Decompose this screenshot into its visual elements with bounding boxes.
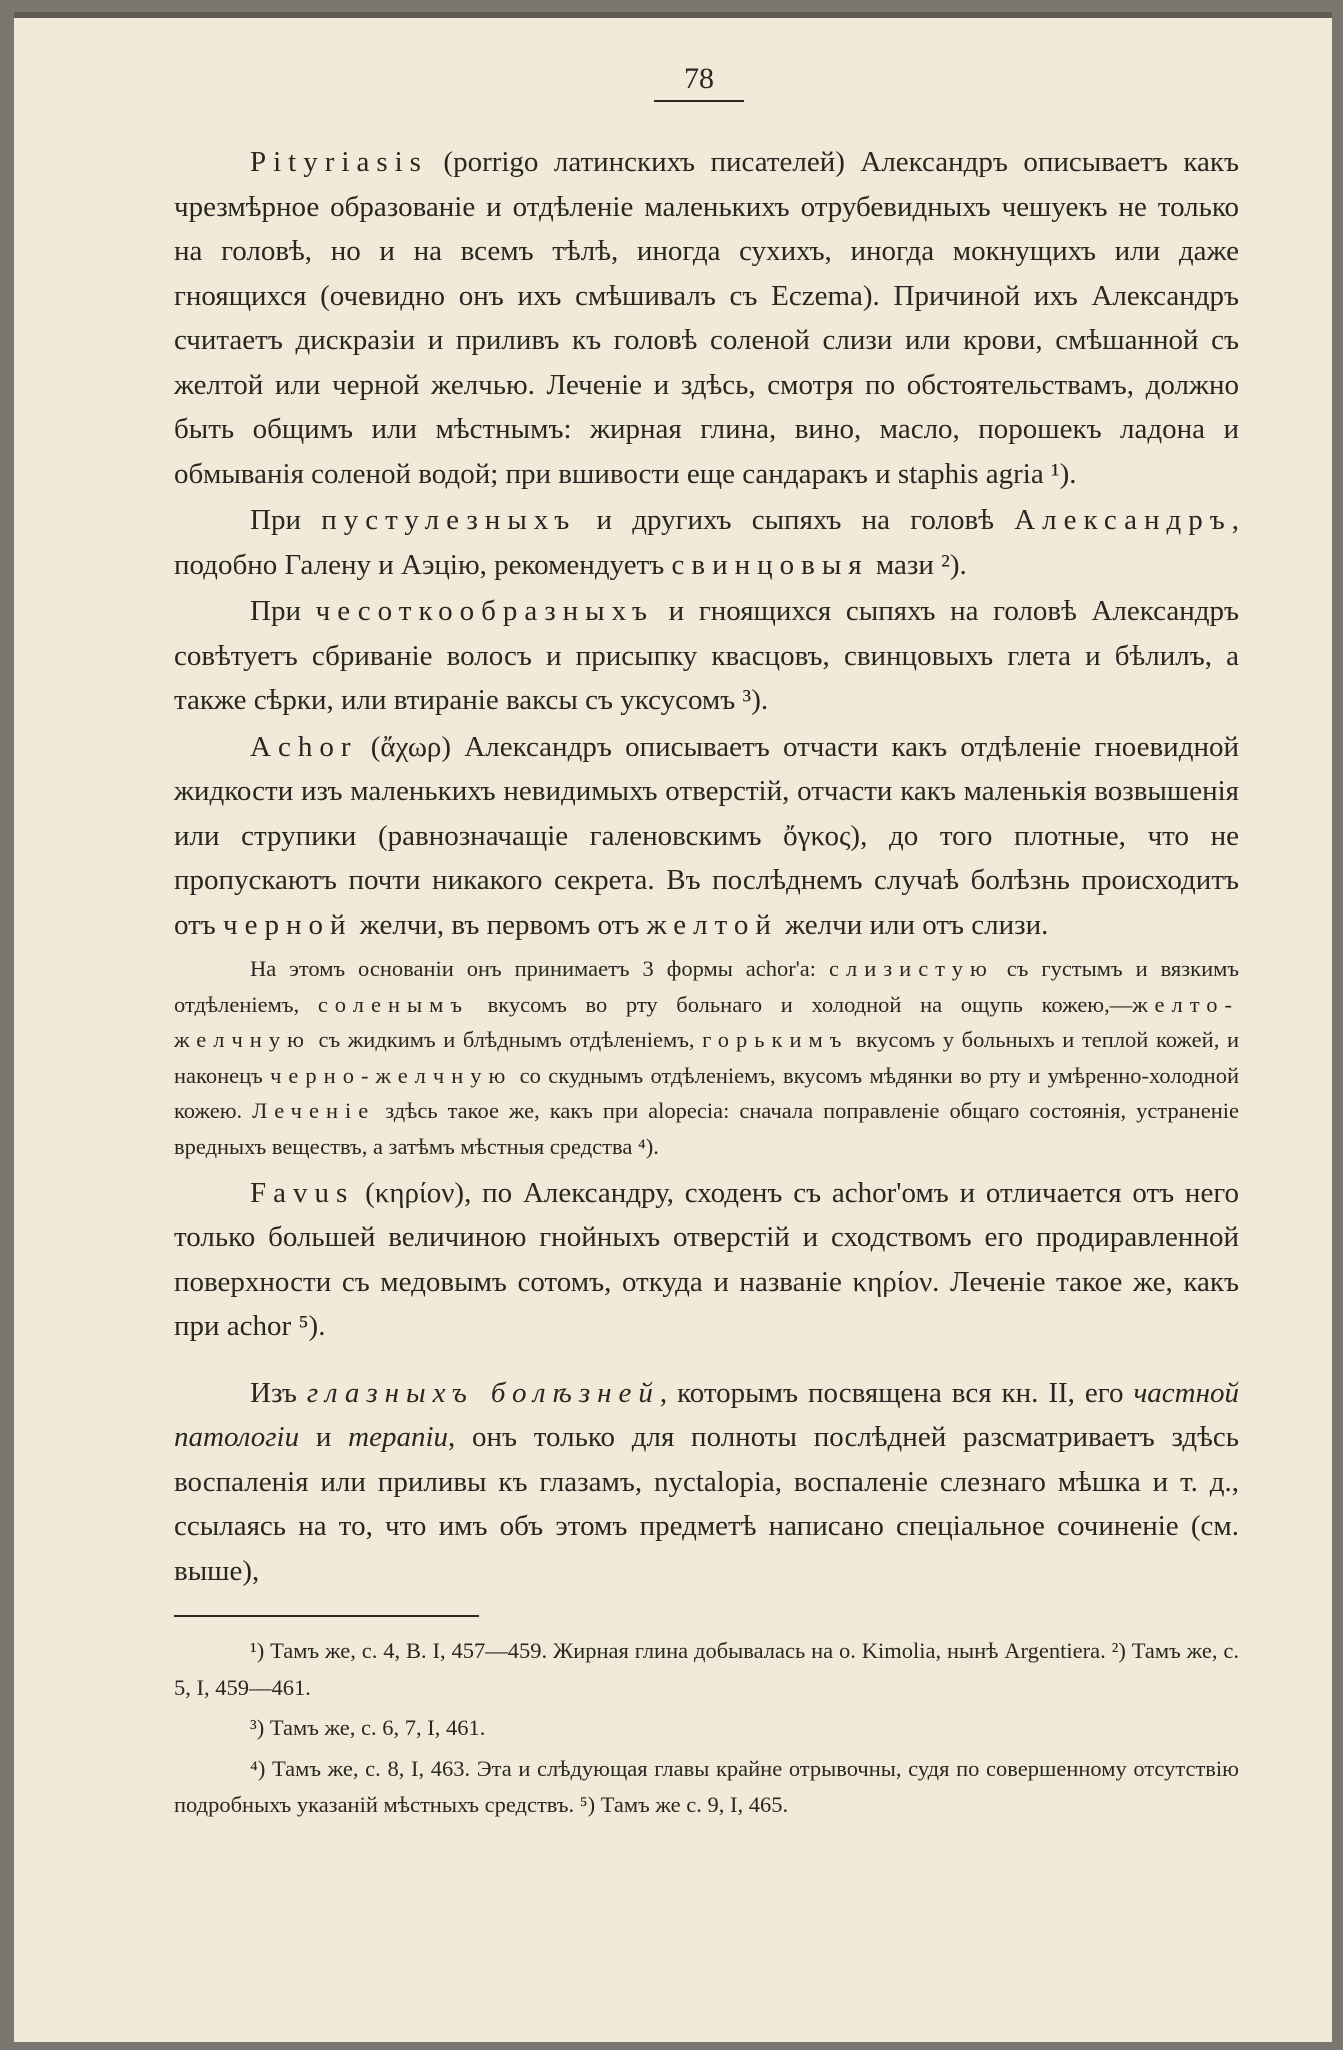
emphasized-term: частной патологіи — [174, 1376, 1239, 1454]
emphasized-term: Achor — [250, 730, 358, 763]
emphasized-term: желто-желчную — [174, 991, 1239, 1053]
text-run: , подобно Галену и Аэцію, рекомендуетъ — [174, 504, 1239, 581]
paragraph — [174, 140, 1239, 496]
scan-top-edge — [14, 12, 1332, 18]
emphasized-term: чесоткообразныхъ — [315, 595, 655, 627]
emphasized-term: Леченіе — [252, 1098, 376, 1124]
emphasized-term: слизистую — [829, 956, 994, 981]
emphasized-term: Pityriasis — [250, 146, 428, 178]
text-run: съ жидкимъ и блѣднымъ отдѣленіемъ, — [310, 1027, 703, 1053]
paragraph — [174, 725, 1239, 948]
text-run: (porrigo латинскихъ писателей) Александръ описываетъ какъ чрезмѣрное образованіе и отдѣленіе маленькихъ отрубевидныхъ чешуекъ не только на головѣ, но и на всемъ тѣлѣ, иногда сухихъ, иногда мокнущихъ или даже гноящихся (очевидно онъ ихъ смѣшивалъ съ Eczema). Причиной ихъ Александръ считаетъ дискразіи и приливъ къ головѣ соленой слизи или крови, смѣшанной съ желтой или черной желчью. Леченіе и здѣсь, смотря по обстоятельствамъ, должно быть общимъ или мѣстнымъ: жирная глина, вино, масло, порошекъ ладона и обмыванія соленой водой; при вшивости еще сандаракъ и staphis agria ¹). — [174, 146, 1239, 490]
paragraph — [174, 498, 1239, 587]
text-run: вкусомъ у больныхъ и теплой кожей, и наконецъ — [174, 1027, 1239, 1088]
paragraph — [174, 1171, 1239, 1349]
text-run: Изъ — [250, 1376, 307, 1409]
footnote: ¹) Тамъ же, с. 4, B. I, 457—459. Жирная глина добывалась на о. Kimolia, нынѣ Argentiera. ²) Тамъ же, с. 5, I, 459—461. — [174, 1638, 1239, 1700]
text-run: желчи, въ первомъ отъ — [352, 908, 647, 941]
text-run: со скуднымъ отдѣленіемъ, вкусомъ мѣдянки во рту и умѣренно-холодной кожею. — [174, 1062, 1239, 1124]
emphasized-term: пустулезныхъ — [321, 504, 577, 536]
text-run: мази ²). — [868, 548, 967, 581]
text-run: , которымъ посвящена вся кн. II, его — [659, 1376, 1134, 1409]
text-run: При — [250, 595, 316, 627]
text-run: На этомъ основаніи онъ принимаетъ 3 формы achor'a: — [250, 956, 830, 981]
emphasized-term: соленымъ — [317, 991, 469, 1017]
footnote: ⁴) Тамъ же, с. 8, I, 463. Эта и слѣдующая главы крайне отрывочны, судя по совершенному отсутствію подробныхъ указаній мѣстныхъ средствъ. ⁵) Тамъ же с. 9, I, 465. — [174, 1755, 1239, 1818]
text-run: и гноящихся сыпяхъ на головѣ Александръ совѣтуетъ сбриваніе волосъ и присыпку квасцовъ, свинцовыхъ глета и бѣлилъ, а также сѣрки, или втираніе ваксы съ уксусомъ ³). — [174, 595, 1240, 716]
footnote: ³) Тамъ же, с. 6, 7, I, 461. — [250, 1715, 486, 1741]
text-run: съ густымъ и вязкимъ отдѣленіемъ, — [174, 956, 1239, 1017]
emphasized-term: горькимъ — [702, 1027, 849, 1053]
emphasized-term: желтой — [646, 908, 778, 941]
paragraph — [174, 1371, 1239, 1594]
text-run: желчи или отъ слизи. — [777, 908, 1049, 941]
text-run: и другихъ сыпяхъ на головѣ — [576, 504, 1015, 536]
emphasized-term: черно-желчную — [270, 1062, 513, 1088]
small-print-paragraph — [174, 951, 1239, 1165]
page-number: 78 — [654, 62, 744, 102]
text-run: вкусомъ во рту больнаго и холодной на ощупь кожею,— — [469, 991, 1133, 1017]
emphasized-term: свинцовыя — [671, 548, 869, 581]
footnote-separator — [174, 1615, 479, 1617]
emphasized-term: черной — [223, 908, 353, 941]
page-body — [174, 140, 1239, 1828]
text-run: При — [250, 504, 322, 536]
footnotes — [174, 1633, 1239, 1824]
text-run: (κηρίον), по Александру, сходенъ съ achor'омъ и отличается отъ него только большей величиною гнойныхъ отверстій и сходствомъ его продиравленной поверхности съ медовымъ сотомъ, откуда и названіе κηρίον. Леченіе такое же, какъ при achor ⁵). — [174, 1176, 1239, 1343]
text-run: здѣсь такое же, какъ при alopecia: сначала поправленіе общаго состоянія, устраненіе вредныхъ веществъ, а затѣмъ мѣстныя средства ⁴). — [174, 1098, 1239, 1159]
emphasized-term: Favus — [250, 1176, 355, 1209]
text-run: (ἄχωρ) Александръ описываетъ отчасти какъ отдѣленіе гноевидной жидкости изъ маленькихъ невидимыхъ отверстій, отчасти какъ маленькія возвышенія или струпики (равнозначащіе галеновскимъ ὄγκος), до того плотные, что не пропускаютъ почти никакого секрета. Въ послѣднемъ случаѣ болѣзнь происходитъ отъ — [174, 730, 1239, 941]
text-run: , онъ только для полноты послѣдней разсматриваетъ здѣсь воспаленія или приливы къ глазамъ, nyctalopia, воспаленіе слезнаго мѣшка и т. д., ссылаясь на то, что имъ объ этомъ предметѣ написано спеціальное сочиненіе (см. выше), — [174, 1421, 1239, 1587]
text-run: и — [299, 1421, 349, 1454]
main-text-continued — [174, 1171, 1239, 1594]
emphasized-term: глазныхъ болѣзней — [306, 1376, 660, 1409]
paragraph — [174, 589, 1239, 723]
emphasized-term: Александръ — [1014, 504, 1232, 536]
main-text — [174, 140, 1239, 947]
emphasized-term: терапіи — [348, 1421, 448, 1454]
book-page — [14, 12, 1332, 2042]
